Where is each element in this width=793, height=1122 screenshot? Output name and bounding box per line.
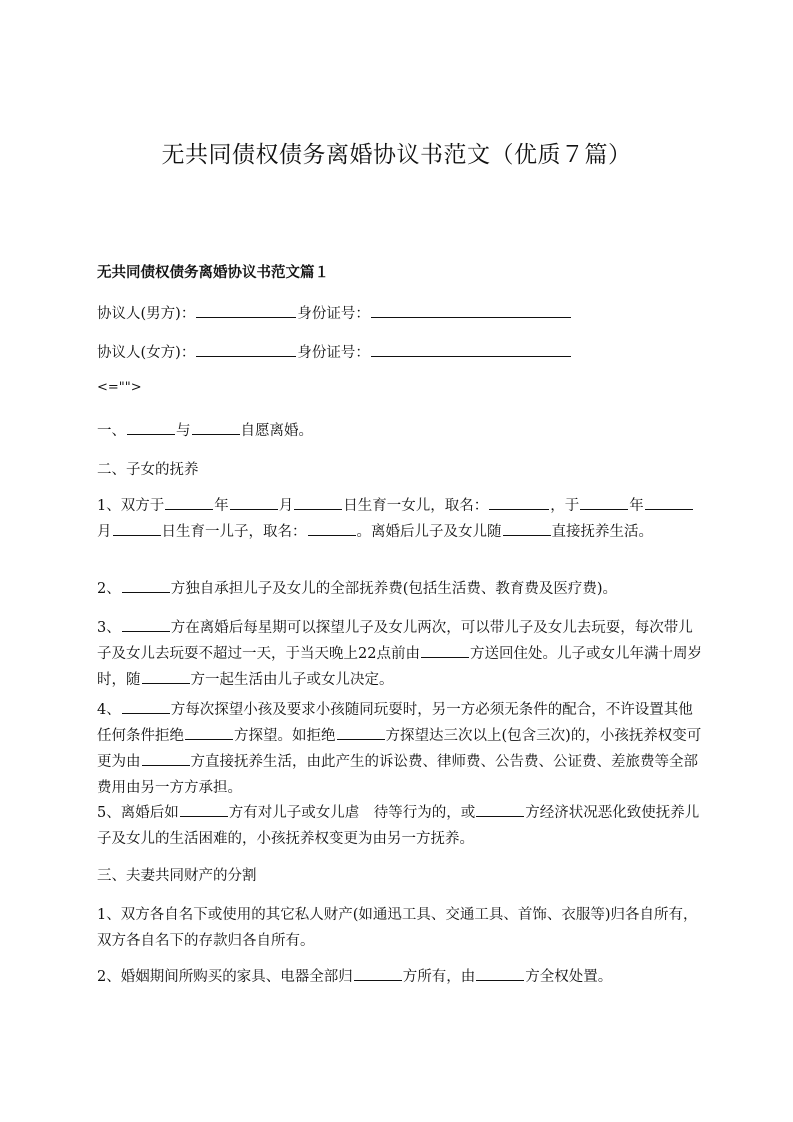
article-2-heading: 二、子女的抚养 <box>97 462 199 478</box>
party-female-line: 协议人(女方)： 身份证号： <box>97 340 707 366</box>
clause-2-2: 2、 方独自承担儿子及女儿的全部抚养费(包括生活费、教育费及医疗费)。 <box>97 576 707 602</box>
blank <box>371 342 571 357</box>
article-1: 一、 与 自愿离婚。 <box>97 418 707 444</box>
section-title: 无共同债权债务离婚协议书范文篇１ <box>97 264 329 281</box>
clause-2-1: 1、双方于 年 月 日生育一女儿，取名： ，于 年月 日生育一儿子，取名： 。离婚后儿子及女儿随 直接抚养生活。 <box>97 493 707 545</box>
page-title: 无共同债权债务离婚协议书范文（优质７篇） <box>161 142 632 168</box>
clause-3-1: 1、双方各自名下或使用的其它私人财产(如通迅工具、交通工具、首饰、衣服等)归各自所有，双方各自名下的存款归各自所有。 <box>97 907 698 949</box>
blank <box>196 342 296 357</box>
party-male-line: 协议人(男方)： 身份证号： <box>97 301 707 327</box>
stray-text: <=""> <box>97 380 142 395</box>
clause-2-4: 4、 方每次探望小孩及要求小孩随同玩耍时，另一方必须无条件的配合，不许设置其他任何条件拒绝 方探望。如拒绝 方探望达三次以上(包含三次)的，小孩抚养权变可更为由 方直接抚养生活，由此产生的诉讼费、律师费、公告费、公证费、差旅费等全部费用由另一方方承担。 <box>97 697 707 801</box>
blank <box>371 303 571 318</box>
article-3-heading: 三、夫妻共同财产的分割 <box>97 868 257 884</box>
clause-2-5: 5、离婚后如 方有对儿子或女儿虐 待等行为的，或 方经济状况恶化致使抚养儿子及女儿的生活困难的，小孩抚养权变更为由另一方抚养。 <box>97 800 707 852</box>
clause-3-2: 2、婚姻期间所购买的家具、电器全部归 方所有，由 方全权处置。 <box>97 964 707 990</box>
clause-2-3: 3、 方在离婚后每星期可以探望儿子及女儿两次，可以带儿子及女儿去玩耍，每次带儿子及女儿去玩耍不超过一天，于当天晚上22点前由 方送回住处。儿子或女儿年满十周岁时，随 方一起生活由儿子或女儿决定。 <box>97 615 707 693</box>
blank <box>196 303 296 318</box>
